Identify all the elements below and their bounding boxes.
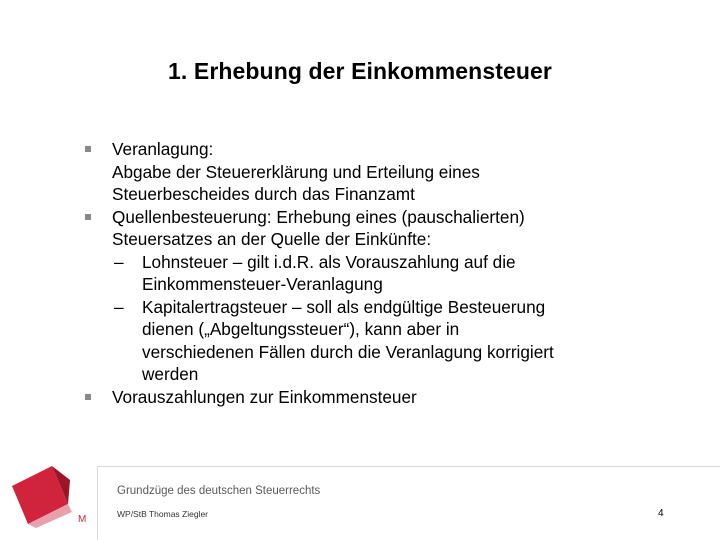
sub-bullet-text: Einkommensteuer-Veranlagung: [142, 274, 383, 294]
footer-divider-vertical: [97, 466, 98, 540]
bullet-list: [85, 138, 685, 408]
university-logo: [8, 460, 93, 528]
sub-bullet-text: Kapitalertragsteuer – soll als endgültige Besteuerung: [142, 296, 546, 317]
bullet-marker: [85, 214, 91, 220]
bullet-vorauszahlungen: [85, 386, 685, 409]
bullet-marker: [85, 394, 91, 400]
sub-bullet-text: werden: [142, 364, 199, 384]
bullet-text: Quellenbesteuerung: Erhebung eines (pauschalierten): [112, 206, 525, 227]
sub-bullet-lohnsteuer: [85, 251, 685, 296]
logo-letter: M: [78, 514, 87, 525]
sub-bullet-text: verschiedenen Fällen durch die Veranlagung korrigiert: [142, 341, 554, 362]
sub-bullet-text: Lohnsteuer – gilt i.d.R. als Vorauszahlung auf die: [142, 251, 516, 272]
bullet-text: Steuersatzes an der Quelle der Einkünfte:: [112, 229, 432, 249]
sub-bullet-text: dienen („Abgeltungssteuer“), kann aber in: [142, 319, 460, 339]
bullet-text: Vorauszahlungen zur Einkommensteuer: [112, 386, 417, 407]
bullet-marker: [85, 146, 91, 152]
bullet-veranlagung: [85, 138, 685, 206]
bullet-text: Abgabe der Steuererklärung und Erteilung eines: [112, 161, 480, 182]
dash-marker: –: [114, 296, 124, 317]
bullet-text: Steuerbescheides durch das Finanzamt: [112, 184, 415, 204]
slide-title: 1. Erhebung der Einkommensteuer: [168, 58, 552, 84]
footer-divider-horizontal: [97, 466, 720, 467]
sub-bullet-kapitalertragsteuer: [85, 296, 685, 386]
bullet-text: Veranlagung:: [112, 139, 214, 159]
dash-marker: –: [114, 251, 124, 272]
footer-author: WP/StB Thomas Ziegler: [117, 509, 209, 519]
footer-course-title: Grundzüge des deutschen Steuerrechts: [117, 485, 321, 497]
page-number: 4: [658, 508, 664, 519]
bullet-quellenbesteuerung: [85, 206, 685, 251]
